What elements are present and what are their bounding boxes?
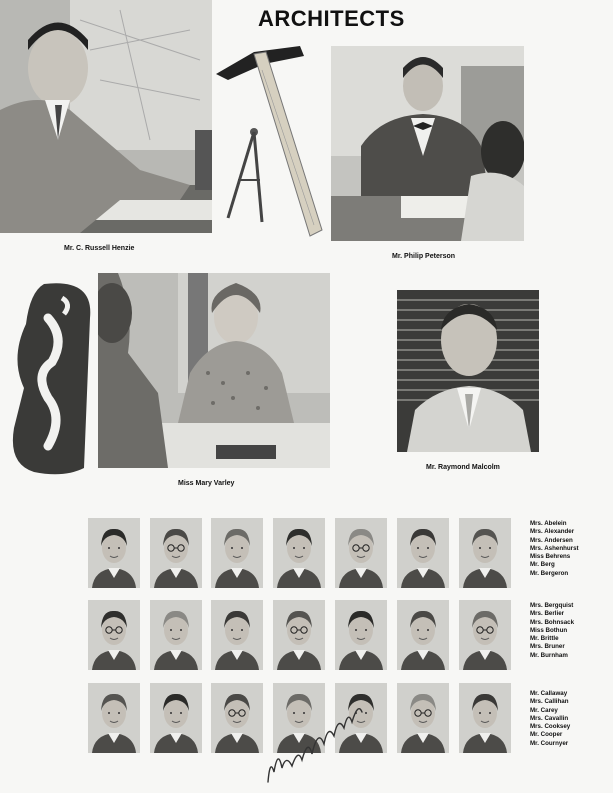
portrait-photo (211, 683, 263, 753)
caption-peterson: Mr. Philip Peterson (392, 253, 456, 260)
portrait-photo (335, 600, 387, 670)
name-item: Mrs. Cooksey (530, 723, 571, 731)
portrait-photo (150, 518, 202, 588)
french-curve-image (4, 278, 100, 478)
page-title: ARCHITECTS (258, 6, 405, 31)
handwritten-signature (262, 688, 382, 788)
portrait-photo (397, 600, 449, 670)
name-item: Mrs. Cavallin (530, 714, 569, 722)
portrait-photo (459, 518, 511, 588)
name-item: Mr. Brittle (530, 635, 559, 643)
photo-peterson (331, 46, 524, 241)
name-item: Miss Bothun (530, 626, 568, 634)
portrait-photo (88, 683, 140, 753)
name-item: Mrs. Abelein (530, 520, 567, 527)
name-item: Miss Behrens (530, 553, 571, 561)
photo-varley (98, 273, 330, 468)
portrait-photo (459, 683, 511, 753)
name-item: Mrs. Alexander (530, 528, 575, 536)
portrait-photo (397, 683, 449, 753)
caption-henzie: Mr. C. Russell Henzie (64, 245, 135, 252)
caption-malcolm: Mr. Raymond Malcolm (426, 464, 500, 471)
names-group-2 (530, 602, 574, 660)
name-item: Mrs. Ashenhurst (530, 544, 579, 552)
name-item: Mr. Cournyer (530, 739, 569, 747)
name-item: Mrs. Andersen (530, 536, 573, 544)
name-item: Mr. Burnham (530, 651, 568, 659)
portrait-photo (211, 600, 263, 670)
portrait-photo (335, 518, 387, 588)
caption-varley: Miss Mary Varley (178, 480, 235, 487)
portrait-photo (211, 518, 263, 588)
photo-malcolm (397, 290, 539, 452)
portrait-photo (459, 600, 511, 670)
portrait-photo (150, 683, 202, 753)
name-item: Mr. Callaway (530, 690, 568, 697)
name-item: Mrs. Bergquist (530, 602, 574, 609)
t-square-compass-image (214, 40, 324, 240)
names-group-1 (530, 520, 579, 578)
name-item: Mrs. Bruner (530, 643, 565, 651)
name-item: Mrs. Bohnsack (530, 618, 575, 626)
name-item: Mr. Bergeron (530, 569, 569, 577)
portrait-photo (88, 518, 140, 588)
name-item: Mrs. Callihan (530, 698, 569, 706)
name-item: Mr. Berg (530, 561, 555, 569)
portrait-photo (273, 518, 325, 588)
portrait-photo (397, 518, 449, 588)
name-item: Mr. Cooper (530, 731, 563, 739)
name-item: Mrs. Berlier (530, 610, 565, 618)
portrait-photo (273, 600, 325, 670)
names-group-3 (530, 690, 570, 748)
name-item: Mr. Carey (530, 706, 558, 714)
portrait-photo (150, 600, 202, 670)
photo-henzie (0, 0, 212, 233)
portrait-photo (88, 600, 140, 670)
